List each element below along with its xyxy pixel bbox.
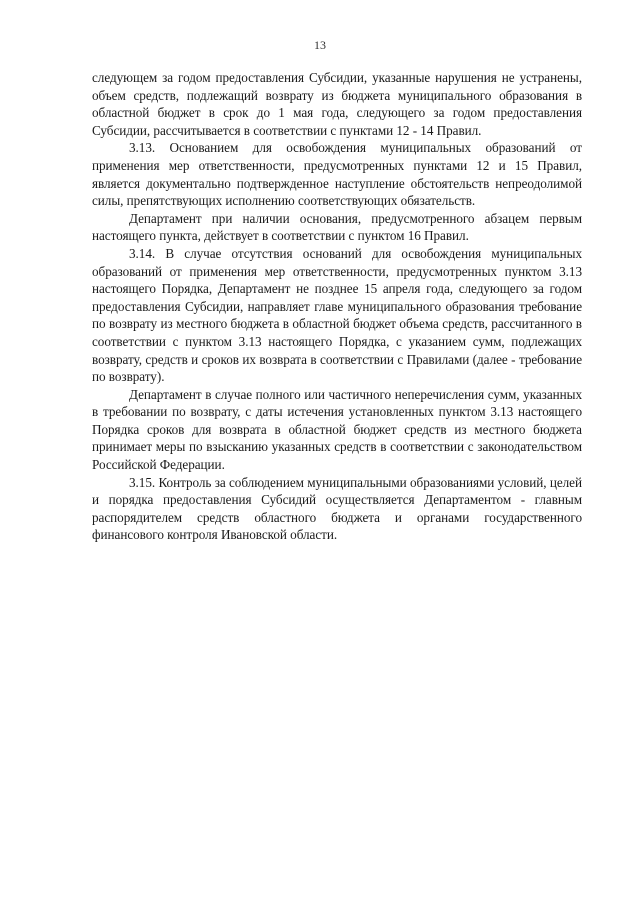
paragraph-department-action: Департамент при наличии основания, предусмотренного абзацем первым настоящего пункта, действует в соответствии с пунктом 16 Правил. — [92, 210, 582, 244]
paragraph-recovery-measures: Департамент в случае полного или частичного неперечисления сумм, указанных в требовании по возврату, с даты истечения установленных пунктом 3.13 настоящего Порядка сроков для возврата в областной бюджет средств из местного бюджета принимает меры по взысканию указанных средств в соответствии с законодательством Российской Федерации. — [92, 386, 582, 473]
paragraph-3-13: 3.13. Основанием для освобождения муниципальных образований от применения мер ответственности, предусмотренных пунктами 12 и 15 Правил, является документально подтвержденное наступление обстоятельств непреодолимой силы, препятствующих исполнению соответствующих обязательств. — [92, 140, 582, 209]
paragraph-3-15: 3.15. Контроль за соблюдением муниципальными образованиями условий, целей и порядка предоставления Субсидий осуществляется Департаментом - главным распорядителем средств областного бюджета и органами государственного финансового контроля Ивановской области. — [92, 474, 582, 543]
page-number: 13 — [314, 38, 326, 52]
document-body — [92, 69, 582, 544]
paragraph-continuation: следующем за годом предоставления Субсидии, указанные нарушения не устранены, объем средств, подлежащий возврату из бюджета муниципального образования в областной бюджет в срок до 1 мая года, следующего за годом предоставления Субсидии, рассчитывается в соответствии с пунктами 12 - 14 Правил. — [92, 70, 582, 138]
paragraph-3-14: 3.14. В случае отсутствия оснований для освобождения муниципальных образований от применения мер ответственности, предусмотренных пунктом 3.13 настоящего Порядка, Департамент не позднее 15 апреля года, следующего за годом предоставления Субсидии, направляет главе муниципального образования требование по возврату из местного бюджета в областной бюджет объема средств, рассчитанного в соответствии с пунктом 3.13 настоящего Порядка, с указанием сумм, подлежащих возврату, средств и сроков их возврата в соответствии с Правилами (далее - требование по возврату). — [92, 245, 582, 385]
